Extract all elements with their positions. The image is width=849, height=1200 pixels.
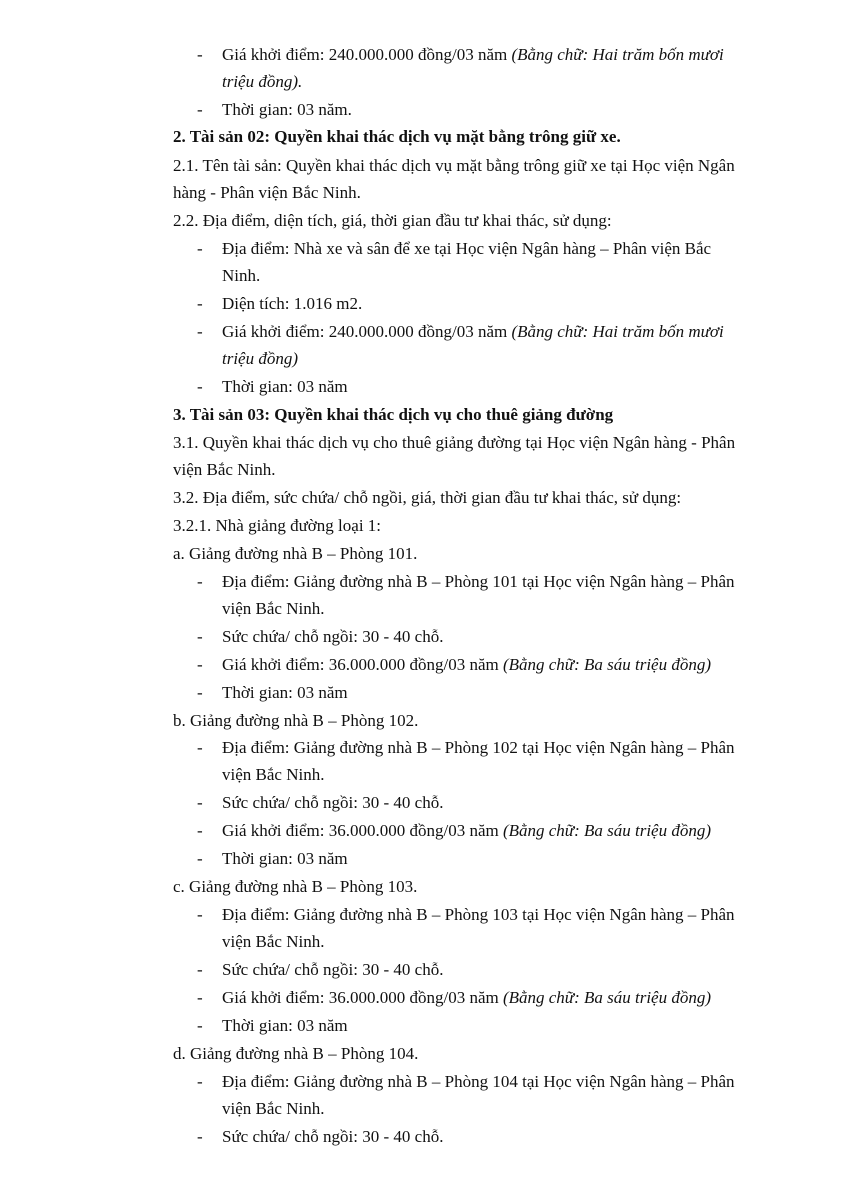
bullet-dash: - xyxy=(197,45,203,64)
bullet-dash: - xyxy=(197,377,203,396)
asset1-price-line xyxy=(222,44,724,66)
room-d-location-line1: Địa điểm: Giảng đường nhà B – Phòng 104 tại Học viện Ngân hàng – Phân xyxy=(222,1072,735,1091)
room-a-title: a. Giảng đường nhà B – Phòng 101. xyxy=(173,544,418,563)
bullet-dash: - xyxy=(197,1072,203,1091)
room-a-price-line xyxy=(222,654,711,676)
room-c-capacity: Sức chứa/ chỗ ngồi: 30 - 40 chỗ. xyxy=(222,960,444,979)
asset1-price-note-cont: triệu đồng). xyxy=(222,72,303,91)
asset2-area: Diện tích: 1.016 m2. xyxy=(222,294,363,313)
room-a-capacity: Sức chứa/ chỗ ngồi: 30 - 40 chỗ. xyxy=(222,627,444,646)
room-a-location-line2: viện Bắc Ninh. xyxy=(222,599,325,618)
asset1-price-note: (Bằng chữ: Hai trăm bốn mươi xyxy=(511,45,724,64)
asset1-price-text: Giá khởi điểm: 240.000.000 đồng/03 năm xyxy=(222,45,508,64)
bullet-dash: - xyxy=(197,1127,203,1146)
asset2-price-text: Giá khởi điểm: 240.000.000 đồng/03 năm xyxy=(222,322,508,341)
bullet-dash: - xyxy=(197,294,203,313)
room-b-location-line1: Địa điểm: Giảng đường nhà B – Phòng 102 tại Học viện Ngân hàng – Phân xyxy=(222,738,735,757)
room-b-capacity: Sức chứa/ chỗ ngồi: 30 - 40 chỗ. xyxy=(222,793,444,812)
asset3-right-line2: viện Bắc Ninh. xyxy=(173,460,276,479)
asset2-location-line2: Ninh. xyxy=(222,266,261,285)
room-b-price-note: (Bằng chữ: Ba sáu triệu đồng) xyxy=(502,821,712,840)
asset3-subheading: 3.2. Địa điểm, sức chứa/ chỗ ngồi, giá, thời gian đầu tư khai thác, sử dụng: xyxy=(173,488,682,507)
room-d-title: d. Giảng đường nhà B – Phòng 104. xyxy=(173,1044,419,1063)
bullet-dash: - xyxy=(197,849,203,868)
room-d-location-line2: viện Bắc Ninh. xyxy=(222,1099,325,1118)
bullet-dash: - xyxy=(197,683,203,702)
bullet-dash: - xyxy=(197,905,203,924)
asset2-heading: 2. Tài sản 02: Quyền khai thác dịch vụ mặt bằng trông giữ xe. xyxy=(173,127,621,146)
asset2-location-line1: Địa điểm: Nhà xe và sân để xe tại Học viện Ngân hàng – Phân viện Bắc xyxy=(222,239,712,258)
bullet-dash: - xyxy=(197,627,203,646)
bullet-dash: - xyxy=(197,793,203,812)
asset3-right-line1: 3.1. Quyền khai thác dịch vụ cho thuê giảng đường tại Học viện Ngân hàng - Phân xyxy=(173,433,736,452)
room-b-price: Giá khởi điểm: 36.000.000 đồng/03 năm xyxy=(222,821,499,840)
room-c-title: c. Giảng đường nhà B – Phòng 103. xyxy=(173,877,418,896)
bullet-dash: - xyxy=(197,239,203,258)
room-b-time: Thời gian: 03 năm xyxy=(222,849,348,868)
room-a-price: Giá khởi điểm: 36.000.000 đồng/03 năm xyxy=(222,655,499,674)
asset2-name-line1: 2.1. Tên tài sản: Quyền khai thác dịch vụ mặt bằng trông giữ xe tại Học viện Ngân xyxy=(173,156,735,175)
room-c-location-line1: Địa điểm: Giảng đường nhà B – Phòng 103 tại Học viện Ngân hàng – Phân xyxy=(222,905,735,924)
bullet-dash: - xyxy=(197,572,203,591)
room-a-location-line1: Địa điểm: Giảng đường nhà B – Phòng 101 tại Học viện Ngân hàng – Phân xyxy=(222,572,735,591)
asset1-time: Thời gian: 03 năm. xyxy=(222,100,352,119)
asset2-price-note: (Bằng chữ: Hai trăm bốn mươi xyxy=(511,322,724,341)
asset3-type-heading: 3.2.1. Nhà giảng đường loại 1: xyxy=(173,516,382,535)
room-b-title: b. Giảng đường nhà B – Phòng 102. xyxy=(173,711,419,730)
room-d-capacity: Sức chứa/ chỗ ngồi: 30 - 40 chỗ. xyxy=(222,1127,444,1146)
asset2-price-line xyxy=(222,321,724,343)
asset2-time: Thời gian: 03 năm xyxy=(222,377,348,396)
asset2-name-line2: hàng - Phân viện Bắc Ninh. xyxy=(173,183,361,202)
room-b-location-line2: viện Bắc Ninh. xyxy=(222,765,325,784)
bullet-dash: - xyxy=(197,738,203,757)
bullet-dash: - xyxy=(197,821,203,840)
room-b-price-line xyxy=(222,820,711,842)
bullet-dash: - xyxy=(197,655,203,674)
asset2-subheading: 2.2. Địa điểm, diện tích, giá, thời gian đầu tư khai thác, sử dụng: xyxy=(173,211,612,230)
asset3-heading: 3. Tài sản 03: Quyền khai thác dịch vụ cho thuê giảng đường xyxy=(173,405,614,424)
room-c-location-line2: viện Bắc Ninh. xyxy=(222,932,325,951)
room-c-price-note: (Bằng chữ: Ba sáu triệu đồng) xyxy=(502,988,712,1007)
bullet-dash: - xyxy=(197,1016,203,1035)
bullet-dash: - xyxy=(197,960,203,979)
bullet-dash: - xyxy=(197,100,203,119)
bullet-dash: - xyxy=(197,988,203,1007)
asset2-price-note-cont: triệu đồng) xyxy=(222,349,299,368)
room-c-price: Giá khởi điểm: 36.000.000 đồng/03 năm xyxy=(222,988,499,1007)
room-a-time: Thời gian: 03 năm xyxy=(222,683,348,702)
room-c-time: Thời gian: 03 năm xyxy=(222,1016,348,1035)
room-a-price-note: (Bằng chữ: Ba sáu triệu đồng) xyxy=(502,655,712,674)
room-c-price-line xyxy=(222,987,711,1009)
bullet-dash: - xyxy=(197,322,203,341)
